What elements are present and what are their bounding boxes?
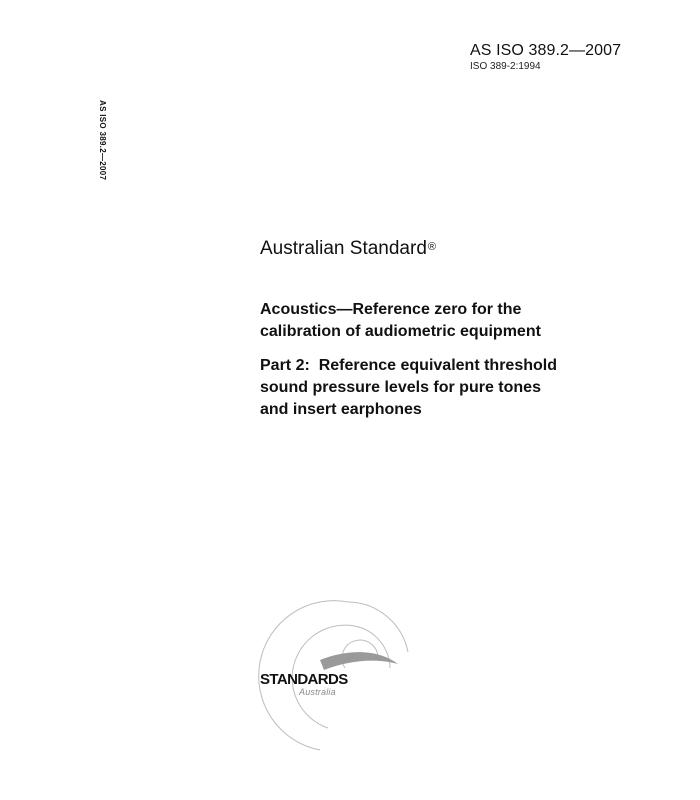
series-name: Australian Standard	[260, 238, 427, 259]
standards-australia-logo	[250, 590, 430, 760]
title-line: Acoustics—Reference zero for the	[260, 301, 522, 318]
logo-swoosh	[320, 652, 398, 670]
part-line	[260, 355, 660, 377]
logo-arc-middle-right	[362, 628, 390, 668]
logo-subtitle: Australia	[299, 687, 336, 697]
standard-number-block	[470, 42, 670, 73]
iso-reference: ISO 389-2:1994	[470, 61, 541, 72]
part-line: and insert earphones	[260, 401, 422, 418]
part-label: Part 2:	[260, 357, 319, 374]
spine-standard-number: AS ISO 389.2—2007	[98, 100, 107, 181]
standard-number: AS ISO 389.2—2007	[470, 42, 622, 59]
part-line-text: Reference equivalent threshold	[318, 357, 557, 374]
part-line: sound pressure levels for pure tones	[260, 379, 541, 396]
part-title	[260, 355, 660, 421]
series-heading	[260, 238, 436, 260]
logo-wordmark: STANDARDS	[260, 671, 348, 688]
title-line: calibration of audiometric equipment	[260, 323, 541, 340]
registered-mark: ®	[427, 241, 436, 253]
document-title	[260, 299, 640, 343]
